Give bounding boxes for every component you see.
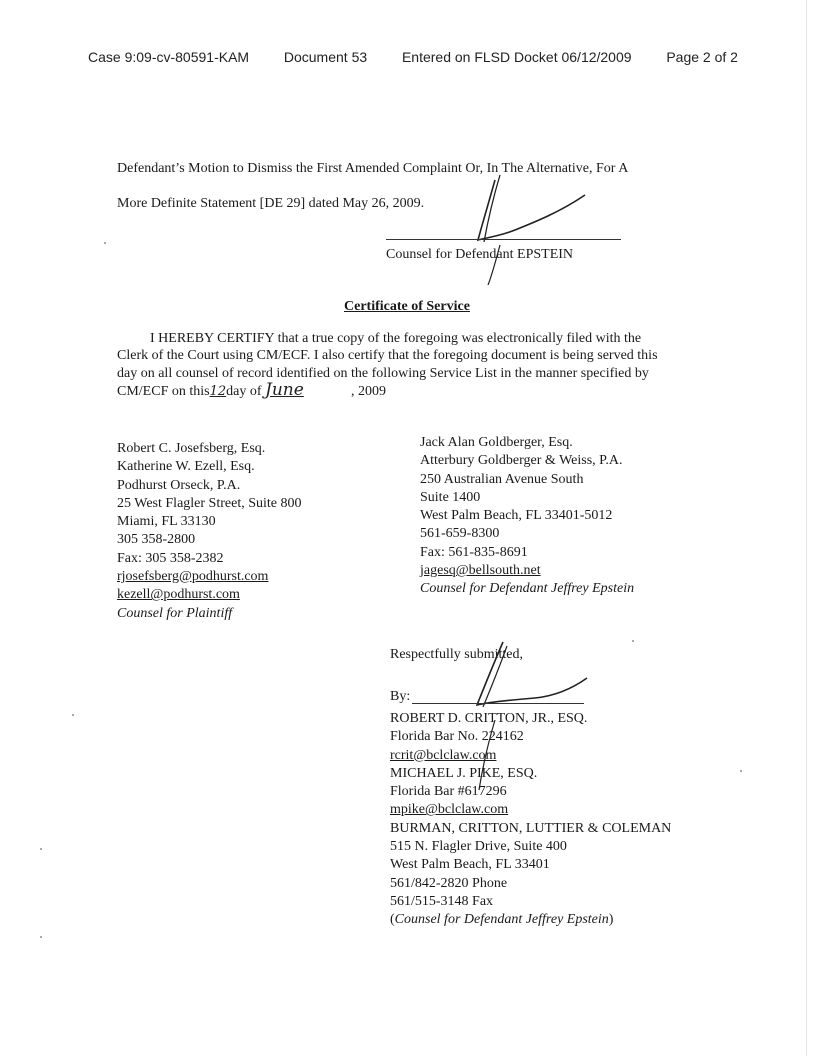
docket-header xyxy=(88,49,738,65)
defendant-line-7: Fax: 561-835-8691 xyxy=(420,544,528,560)
case-number: Case 9:09-cv-80591-KAM xyxy=(88,49,250,65)
submitting-counsel-block xyxy=(390,710,671,930)
plaintiff-line-4: 25 West Flagler Street, Suite 800 xyxy=(117,495,302,511)
role-open-paren: ( xyxy=(390,912,395,928)
scan-speck xyxy=(632,640,634,642)
plaintiff-line-6: 305 358-2800 xyxy=(117,532,196,548)
counsel-caption: Counsel for Defendant EPSTEIN xyxy=(386,247,574,262)
certificate-line-4-prefix: CM/ECF on this xyxy=(117,384,210,399)
attorney-1-email[interactable]: rcrit@bclclaw.com xyxy=(390,747,497,763)
plaintiff-line-7: Fax: 305 358-2382 xyxy=(117,550,224,566)
defendant-counsel-block xyxy=(420,434,634,599)
certificate-line-1: I HEREBY CERTIFY that a true copy of the foregoing was electronically filed with the xyxy=(150,331,642,346)
defendant-line-6: 561-659-8300 xyxy=(420,526,500,542)
role-text: Counsel for Defendant Jeffrey Epstein xyxy=(394,912,609,928)
plaintiff-line-2: Katherine W. Ezell, Esq. xyxy=(117,459,255,475)
plaintiff-line-5: Miami, FL 33130 xyxy=(117,514,216,530)
defendant-line-4: Suite 1400 xyxy=(420,489,481,505)
defendant-line-5: West Palm Beach, FL 33401-5012 xyxy=(420,508,613,524)
plaintiff-role: Counsel for Plaintiff xyxy=(117,605,233,621)
plaintiff-email-1[interactable]: rjosefsberg@podhurst.com xyxy=(117,569,269,585)
signature-line-2 xyxy=(412,703,584,704)
defendant-line-1: Jack Alan Goldberger, Esq. xyxy=(420,435,573,450)
handwritten-day: 12 xyxy=(209,384,227,399)
scan-speck xyxy=(72,714,74,716)
firm-address-2: West Palm Beach, FL 33401 xyxy=(390,857,550,873)
certificate-year: , 2009 xyxy=(351,384,387,399)
defendant-role: Counsel for Defendant Jeffrey Epstein xyxy=(420,581,635,597)
scan-speck xyxy=(740,770,742,772)
plaintiff-line-1: Robert C. Josefsberg, Esq. xyxy=(117,441,266,456)
attorney-2-bar: Florida Bar #617296 xyxy=(390,784,507,800)
firm-address-1: 515 N. Flagler Drive, Suite 400 xyxy=(390,839,567,855)
plaintiff-counsel-block xyxy=(117,440,301,623)
motion-line-2: More Definite Statement [DE 29] dated May 26, 2009. xyxy=(117,196,425,211)
certificate-day-of: day of xyxy=(226,384,262,399)
attorney-1-bar: Florida Bar No. 224162 xyxy=(390,729,524,745)
firm-fax: 561/515-3148 Fax xyxy=(390,893,494,909)
signature-line-1 xyxy=(386,239,621,240)
defendant-line-3: 250 Australian Avenue South xyxy=(420,471,584,487)
page-number: Page 2 of 2 xyxy=(666,49,738,65)
submitting-counsel-role xyxy=(390,911,671,929)
firm-phone: 561/842-2820 Phone xyxy=(390,875,508,891)
document-number: Document 53 xyxy=(283,49,368,65)
docket-entry: Entered on FLSD Docket 06/12/2009 xyxy=(401,49,632,65)
attorney-1-name: ROBERT D. CRITTON, JR., ESQ. xyxy=(390,711,588,726)
scan-edge xyxy=(806,0,807,1056)
certificate-line-3: day on all counsel of record identified on the following Service List in the manner specified by xyxy=(117,366,649,381)
counsel-signature-1 xyxy=(460,170,620,290)
by-label: By: xyxy=(390,689,411,704)
certificate-line-2: Clerk of the Court using CM/ECF. I also certify that the foregoing document is being served this xyxy=(117,348,658,363)
attorney-2-email[interactable]: mpike@bclclaw.com xyxy=(390,802,509,818)
handwritten-month: June xyxy=(265,380,304,400)
scan-speck xyxy=(104,242,106,244)
role-close-paren: ) xyxy=(608,912,614,928)
defendant-line-2: Atterbury Goldberger & Weiss, P.A. xyxy=(420,453,623,469)
attorney-2-name: MICHAEL J. PIKE, ESQ. xyxy=(390,765,538,781)
respectfully-submitted: Respectfully submitted, xyxy=(390,647,523,662)
plaintiff-email-2[interactable]: kezell@podhurst.com xyxy=(117,587,240,603)
certificate-line-4 xyxy=(117,382,386,400)
firm-name: BURMAN, CRITTON, LUTTIER & COLEMAN xyxy=(390,820,672,836)
plaintiff-line-3: Podhurst Orseck, P.A. xyxy=(117,477,241,493)
certificate-title: Certificate of Service xyxy=(344,299,470,314)
motion-line-1: Defendant’s Motion to Dismiss the First Amended Complaint Or, In The Alternative, For A xyxy=(117,161,629,176)
defendant-email[interactable]: jagesq@bellsouth.net xyxy=(420,563,541,579)
scan-speck xyxy=(40,848,42,850)
scan-speck xyxy=(40,936,42,938)
